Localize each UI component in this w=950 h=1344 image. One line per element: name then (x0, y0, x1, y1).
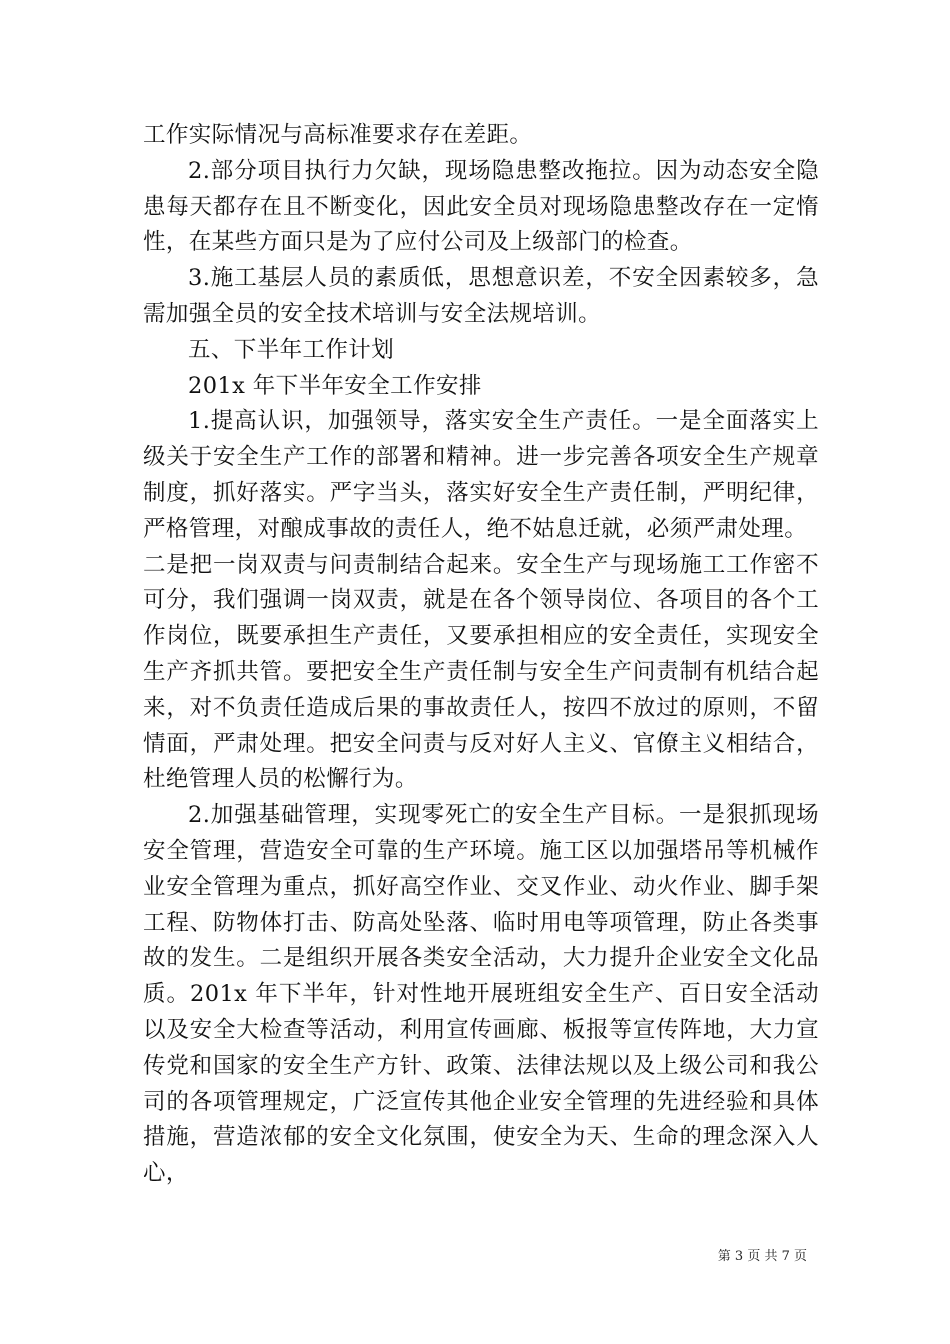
page-number: 第 3 页 共 7 页 (717, 1249, 807, 1264)
paragraph: 二是把一岗双责与问责制结合起来。安全生产与现场施工工作密不可分，我们强调一岗双责，就是在各个领导岗位、各项目的各个工作岗位，既要承担生产责任，又要承担相应的安全责任，实现安全生产齐抓共管。要把安全生产责任制与安全生产问责制有机结合起来，对不负责任造成后果的事故责任人，按四不放过的原则，不留情面，严肃处理。把安全问责与反对好人主义、官僚主义相结合，杜绝管理人员的松懈行为。 (143, 551, 819, 793)
paragraph: 1.提高认识，加强领导，落实安全生产责任。一是全面落实上级关于安全生产工作的部署和精神。进一步完善各项安全生产规章制度，抓好落实。严字当头，落实好安全生产责任制，严明纪律，严格管理，对酿成事故的责任人，绝不姑息迁就，必须严肃处理。 (143, 408, 819, 542)
paragraph: 工作实际情况与高标准要求存在差距。 (143, 122, 533, 148)
paragraph: 2.加强基础管理，实现零死亡的安全生产目标。一是狠抓现场安全管理，营造安全可靠的生产环境。施工区以加强塔吊等机械作业安全管理为重点，抓好高空作业、交叉作业、动火作业、脚手架工程、防物体打击、防高处坠落、临时用电等项管理，防止各类事故的发生。二是组织开展各类安全活动，大力提升企业安全文化品质。201x 年下半年，针对性地开展班组安全生产、百日安全活动以及安全大检查等活动，利用宣传画廊、板报等宣传阵地，大力宣传党和国家的安全生产方针、政策、法律法规以及上级公司和我公司的各项管理规定，广泛宣传其他企业安全管理的先进经验和具体措施，营造浓郁的安全文化氛围，使安全为天、生命的理念深入人心， (143, 802, 819, 1187)
paragraph: 3.施工基层人员的素质低，思想意识差，不安全因素较多，急需加强全员的安全技术培训与安全法规培训。 (143, 265, 819, 327)
subsection-heading: 201x 年下半年安全工作安排 (188, 372, 482, 399)
paragraph: 2.部分项目执行力欠缺，现场隐患整改拖拉。因为动态安全隐患每天都存在且不断变化，因此安全员对现场隐患整改存在一定惰性，在某些方面只是为了应付公司及上级部门的检查。 (143, 157, 819, 256)
section-heading: 五、下半年工作计划 (188, 336, 395, 363)
body-text (143, 118, 819, 1192)
